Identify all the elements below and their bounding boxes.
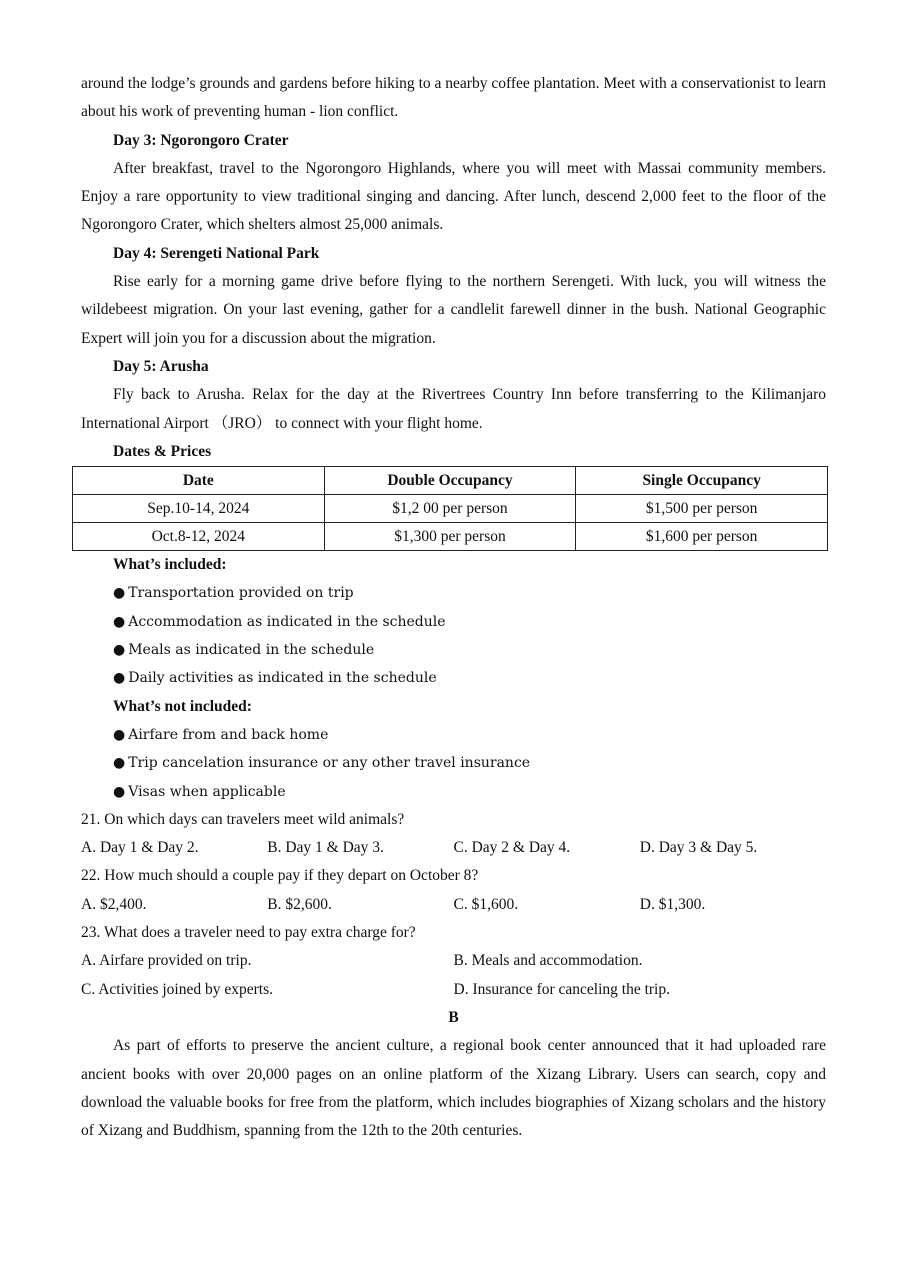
option-c: C. Activities joined by experts. (81, 980, 274, 998)
day-3-text: After breakfast, travel to the Ngorongoro Highlands, where you will meet with Massai community members. Enjoy a rare opportunity to view traditional singing and dancing. After lunch, descend 2,000 feet to the floor of the Ngorongoro Crater, which shelters almost 25,000 animals. (81, 159, 826, 234)
section-b-heading: B (448, 1008, 459, 1026)
day-5-heading: Day 5: Arusha (113, 357, 209, 375)
list-item: ● Transportation provided on trip (113, 585, 354, 602)
question-22-stem: 22. How much should a couple pay if they depart on October 8? (81, 867, 479, 885)
prices-table (72, 466, 828, 551)
question-23-options-row-1 (81, 947, 826, 975)
bullet-icon: ● (113, 726, 126, 743)
option-d: D. $1,300. (639, 895, 706, 913)
day-4-heading: Day 4: Serengeti National Park (113, 244, 320, 262)
bullet-icon: ● (113, 613, 126, 630)
bullet-icon: ● (113, 783, 126, 800)
question-22-options (81, 891, 826, 919)
option-d: D. Day 3 & Day 5. (639, 839, 758, 857)
list-item: ● Visas when applicable (113, 783, 286, 800)
intro-continuation: around the lodge’s grounds and gardens before hiking to a nearby coffee plantation. Meet with a conservationist to learn about his work of preventing human - lion conflict. (81, 75, 826, 121)
table-cell-double: $1,300 per person (324, 523, 576, 551)
option-c: C. Day 2 & Day 4. (453, 839, 571, 857)
list-item: ● Airfare from and back home (113, 726, 329, 743)
option-b: B. Meals and accommodation. (453, 952, 643, 970)
table-cell-single: $1,500 per person (576, 495, 828, 523)
day-3-heading: Day 3: Ngorongoro Crater (113, 131, 289, 149)
column-header-date: Date (73, 467, 325, 495)
option-a: A. $2,400. (81, 895, 147, 913)
prices-heading: Dates & Prices (113, 442, 212, 460)
bullet-icon: ● (113, 670, 126, 687)
table-row (73, 523, 828, 551)
bullet-icon: ● (113, 755, 126, 772)
table-cell-date: Sep.10-14, 2024 (73, 495, 325, 523)
list-item: ● Accommodation as indicated in the schedule (113, 613, 446, 630)
option-d: D. Insurance for canceling the trip. (453, 980, 670, 998)
table-cell-single: $1,600 per person (576, 523, 828, 551)
day-5-text: Fly back to Arusha. Relax for the day at the Rivertrees Country Inn before transferring to the Kilimanjaro International Airport （JRO） to connect with your flight home. (81, 386, 826, 432)
option-a: A. Airfare provided on trip. (81, 952, 252, 970)
question-21-options (81, 834, 826, 862)
list-item: ● Trip cancelation insurance or any other travel insurance (113, 755, 531, 772)
option-b: B. $2,600. (267, 895, 332, 913)
table-row (73, 495, 828, 523)
column-header-single: Single Occupancy (576, 467, 828, 495)
section-b-text: As part of efforts to preserve the ancient culture, a regional book center announced that it had uploaded rare ancient books with over 20,000 pages on an online platform of the Xizang Library. Users can search, copy and download the valuable books for free from the platform, which includes biographies of Xizang scholars and the history of Xizang and Buddhism, spanning from the 12th to the 20th centuries. (81, 1037, 826, 1140)
option-a: A. Day 1 & Day 2. (81, 839, 199, 857)
day-4-text: Rise early for a morning game drive before flying to the northern Serengeti. With luck, you will witness the wildebeest migration. On your last evening, gather for a candlelit farewell dinner in the bush. National Geographic Expert will join you for a discussion about the migration. (81, 273, 826, 347)
question-23-options-row-2 (81, 976, 826, 1004)
bullet-icon: ● (113, 642, 126, 659)
question-23-stem: 23. What does a traveler need to pay extra charge for? (81, 924, 416, 942)
option-b: B. Day 1 & Day 3. (267, 839, 384, 857)
list-item: ● Daily activities as indicated in the schedule (113, 670, 437, 687)
table-cell-double: $1,2 00 per person (324, 495, 576, 523)
list-item: ● Meals as indicated in the schedule (113, 642, 375, 659)
document-page (81, 70, 826, 1145)
included-heading: What’s included: (113, 556, 227, 574)
bullet-icon: ● (113, 585, 126, 602)
table-cell-date: Oct.8-12, 2024 (73, 523, 325, 551)
question-21-stem: 21. On which days can travelers meet wild animals? (81, 810, 405, 828)
option-c: C. $1,600. (453, 895, 519, 913)
table-header-row (73, 467, 828, 495)
column-header-double: Double Occupancy (324, 467, 576, 495)
not-included-heading: What’s not included: (113, 697, 252, 715)
